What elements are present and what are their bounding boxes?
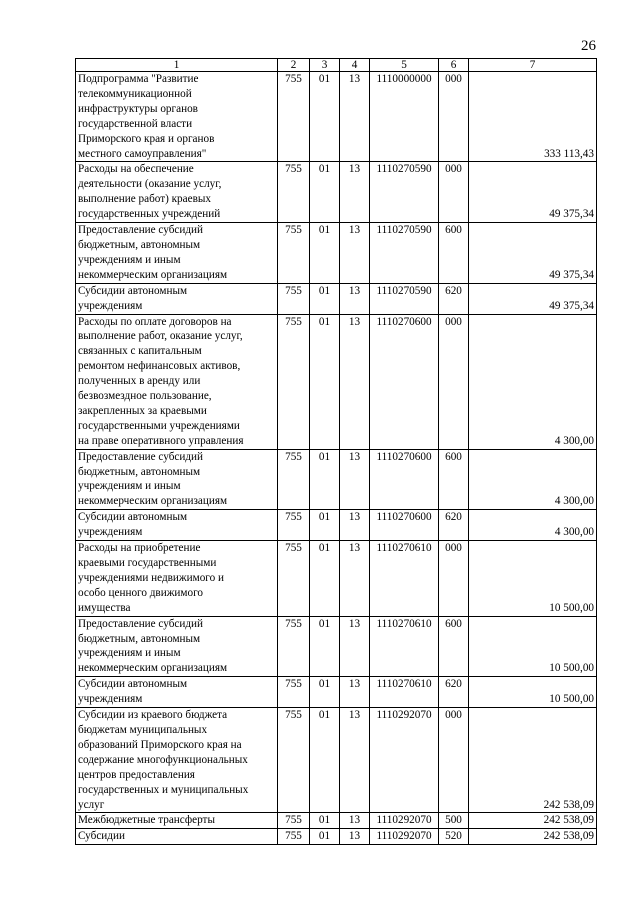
code-subsection: 13 [340,616,370,677]
row-name [76,708,278,813]
row-name-line: Приморского края и органов [78,132,215,145]
row-name-line: учреждениям и иным [78,647,181,660]
row-name-line: инфраструктуры органов [78,102,198,115]
row-name [76,72,278,162]
row-name-line: бюджетным, автономным [78,238,201,251]
row-amount: 333 113,43 [469,72,597,162]
row-amount: 49 375,34 [469,162,597,223]
row-name-line: некоммерческим организациям [78,662,228,675]
code-expense-type: 620 [439,677,469,708]
row-name [76,813,278,829]
row-name-line: центров предоставления [78,768,195,781]
table-row [76,708,597,813]
row-name-line: Предоставление субсидий [78,450,204,463]
code-admin: 755 [278,829,310,845]
row-amount: 4 300,00 [469,314,597,449]
table-row [76,449,597,510]
code-section: 01 [310,162,340,223]
row-name-line: содержание многофункциональных [78,753,248,766]
code-expense-type: 520 [439,829,469,845]
column-header: 1 [76,59,278,72]
table-row [76,314,597,449]
row-amount: 49 375,34 [469,283,597,314]
row-name [76,314,278,449]
row-name-line: краевыми государственными [78,557,217,569]
row-name [76,616,278,677]
row-amount: 4 300,00 [469,449,597,510]
row-name-line: государственными учреждениями [78,419,240,432]
column-header: 4 [340,59,370,72]
row-name-line: бюджетам муниципальных [78,723,208,736]
code-target: 1110292070 [370,813,439,829]
table-row [76,829,597,845]
code-subsection: 13 [340,72,370,162]
table-row [76,283,597,314]
row-name-line: связанных с капитальным [78,345,202,358]
row-name-line: учреждениям [78,693,143,706]
row-amount: 242 538,09 [469,829,597,845]
table-row [76,813,597,829]
row-name-line: ремонтом нефинансовых активов, [78,360,241,373]
code-expense-type: 000 [439,541,469,617]
table-row [76,677,597,708]
code-section: 01 [310,510,340,541]
code-subsection: 13 [340,677,370,708]
row-amount: 242 538,09 [469,813,597,829]
code-admin: 755 [278,708,310,813]
code-subsection: 13 [340,829,370,845]
code-target: 1110292070 [370,708,439,813]
code-target: 1110270590 [370,162,439,223]
code-subsection: 13 [340,449,370,510]
column-header: 2 [278,59,310,72]
row-name-line: Субсидии из краевого бюджета [78,709,228,722]
table-row [76,616,597,677]
row-name-line: безвозмездное пользование, [78,390,212,403]
code-section: 01 [310,72,340,162]
code-expense-type: 500 [439,813,469,829]
row-name-line: бюджетным, автономным [78,632,201,645]
code-target: 1110270610 [370,616,439,677]
row-name-line: учреждениям [78,299,143,312]
code-admin: 755 [278,813,310,829]
row-amount: 10 500,00 [469,677,597,708]
row-name-line: имущества [78,601,131,614]
code-expense-type: 000 [439,72,469,162]
code-section: 01 [310,541,340,617]
row-name-line: бюджетным, автономным [78,465,201,478]
code-section: 01 [310,677,340,708]
table-row [76,72,597,162]
row-name-line: особо ценного движимого [78,586,203,599]
row-amount: 10 500,00 [469,616,597,677]
row-name-line: Субсидии автономным [78,284,188,297]
column-header: 5 [370,59,439,72]
code-subsection: 13 [340,510,370,541]
page-number: 26 [581,38,596,54]
code-target: 1110270610 [370,677,439,708]
row-name-line: выполнение работ) краевых [78,193,211,206]
table-body [76,72,597,845]
code-expense-type: 000 [439,162,469,223]
row-name-line: Расходы на обеспечение [78,163,194,176]
code-admin: 755 [278,616,310,677]
code-target: 1110270600 [370,510,439,541]
code-target: 1110270590 [370,223,439,284]
code-section: 01 [310,813,340,829]
header-row [76,59,597,72]
row-name [76,162,278,223]
code-admin: 755 [278,677,310,708]
row-name-line: государственных и муниципальных [78,783,249,796]
row-name [76,829,278,845]
row-name [76,223,278,284]
code-admin: 755 [278,223,310,284]
code-target: 1110000000 [370,72,439,162]
code-subsection: 13 [340,223,370,284]
row-amount: 49 375,34 [469,223,597,284]
row-name-line: деятельности (оказание услуг, [78,178,222,191]
table-row [76,162,597,223]
row-name-line: услуг [78,798,105,811]
code-subsection: 13 [340,314,370,449]
code-admin: 755 [278,449,310,510]
row-name-line: Предоставление субсидий [78,617,204,630]
row-name [76,283,278,314]
code-expense-type: 600 [439,616,469,677]
column-header: 7 [469,59,597,72]
code-section: 01 [310,283,340,314]
row-name-line: некоммерческим организациям [78,268,228,281]
code-expense-type: 600 [439,223,469,284]
code-expense-type: 620 [439,283,469,314]
code-section: 01 [310,449,340,510]
code-admin: 755 [278,72,310,162]
table-row [76,510,597,541]
row-name-line: учреждениям [78,526,143,539]
column-header: 6 [439,59,469,72]
code-expense-type: 600 [439,449,469,510]
row-name-line: телекоммуникационной [78,87,192,100]
code-admin: 755 [278,510,310,541]
row-name-line: государственной власти [78,117,193,130]
table-row [76,223,597,284]
row-name-line: Расходы по оплате договоров на [78,315,232,328]
code-target: 1110270590 [370,283,439,314]
row-amount: 4 300,00 [469,510,597,541]
row-name-line: полученных в аренду или [78,375,201,388]
row-name [76,541,278,617]
code-expense-type: 000 [439,314,469,449]
code-target: 1110270610 [370,541,439,617]
row-name-line: Расходы на приобретение [78,542,201,555]
table-row [76,541,597,617]
code-admin: 755 [278,283,310,314]
code-admin: 755 [278,162,310,223]
row-name-line: Субсидии автономным [78,678,188,691]
row-name-line: образований Приморского края на [78,738,242,751]
row-name-line: Субсидии [78,830,125,843]
row-name-line: учреждениям и иным [78,253,181,266]
code-admin: 755 [278,314,310,449]
code-target: 1110270600 [370,314,439,449]
code-subsection: 13 [340,541,370,617]
code-section: 01 [310,708,340,813]
row-name-line: выполнение работ, оказание услуг, [78,330,243,343]
code-subsection: 13 [340,813,370,829]
code-expense-type: 620 [439,510,469,541]
code-subsection: 13 [340,283,370,314]
row-name-line: некоммерческим организациям [78,495,228,508]
code-expense-type: 000 [439,708,469,813]
code-section: 01 [310,223,340,284]
row-name-line: Подпрограмма "Развитие [78,73,199,85]
code-subsection: 13 [340,708,370,813]
column-header: 3 [310,59,340,72]
row-name-line: Межбюджетные трансферты [78,814,215,827]
row-name-line: закрепленных за краевыми [78,404,207,417]
code-target: 1110270600 [370,449,439,510]
code-section: 01 [310,829,340,845]
row-amount: 10 500,00 [469,541,597,617]
row-name-line: учреждениям и иным [78,480,181,493]
row-name-line: местного самоуправления" [78,147,207,160]
row-amount: 242 538,09 [469,708,597,813]
code-section: 01 [310,616,340,677]
code-admin: 755 [278,541,310,617]
row-name [76,677,278,708]
row-name-line: государственных учреждений [78,208,221,221]
row-name-line: учреждениями недвижимого и [78,571,224,584]
budget-table [75,58,597,845]
row-name-line: на праве оперативного управления [78,434,244,447]
row-name-line: Субсидии автономным [78,511,188,524]
row-name [76,449,278,510]
code-target: 1110292070 [370,829,439,845]
code-section: 01 [310,314,340,449]
code-subsection: 13 [340,162,370,223]
row-name-line: Предоставление субсидий [78,224,204,237]
row-name [76,510,278,541]
